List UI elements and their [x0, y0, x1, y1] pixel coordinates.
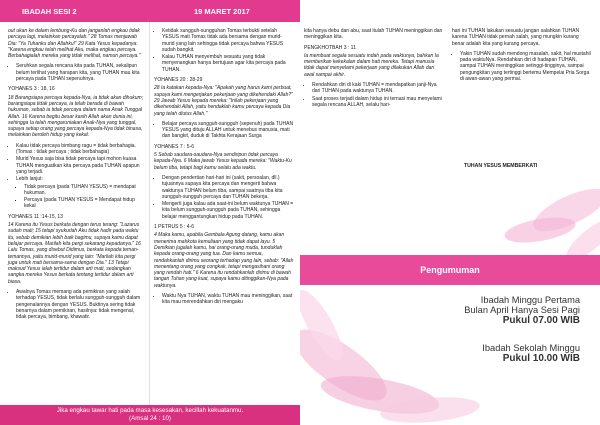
- point-item: • Seruhkan segala rencana kita pada TUHAN, sekalipun belum terlihat yang harapan kita, yang TUHAN mau kita percaya pada TUHAN sepenuhnya.: [16, 63, 146, 82]
- scripture-text: 14 Karena itu Yesus berkata dengan terus terang: "Lazarus sudah mati; 15 tetapi syukurlah Aku tidak hadir pada waktu itu, sebab demikian lebih baik bagimu, supaya kamu dapat belajar percaya. Marilah kita pergi sekarang kepadanya." 16 Lalu Tomas, yang disebut Didimus, berkata kepada teman-temannya, yaitu murid-murid yang lain: "Marilah kita pergi juga untuk mati bersama-sama dengan Dia." 13 Tetapi maksud Yesus ialah tertidur dalam arti mati, sedangkan sangka mereka Yesus berkata tentang tertidur dalam arti biasa.: [8, 222, 141, 285]
- announcement-line: Ibadah Minggu Pertama: [480, 295, 580, 305]
- column-divider: [149, 22, 150, 405]
- announcement-time: Pukul 10.00 WIB: [502, 353, 580, 364]
- point-item: • Awalnya Tomas memang ada pemikiran yang salah terhadap YESUS, tidak berlalu sungguh-sungguh dalam pengenalannya dengan YESUS. Buktinya sering tidak benarnya dalam pemikiran, hasilnya: tidak mengenal, tidak percaya, bimbang, khawatir.: [16, 289, 146, 320]
- text-column-3: [304, 28, 444, 112]
- service-date: 19 MARET 2017: [194, 7, 250, 16]
- scripture-text: Ia membuat segala sesuatu indah pada waktunya, bahkan Ia memberikan kekekalan dalam hati mereka. Tetapi manusia tidak dapat menyelami pekerjaan yang dilakukan Allah dari awal sampai akhir.: [304, 52, 439, 78]
- text-column-1: [8, 28, 146, 324]
- point-item: • Yakin TUHAN sudah mendong masalah, sakit, hal mustahil pada waktuNya. Rendahkan diri di hadapan TUHAN, sampai TUHAN meninggikan setinggi-tingginya, sampai pengungkitan yang tertinggi bertemu Mempelai Pria Sorga di awan-awan yang permai.: [460, 51, 592, 82]
- scripture-text: 5 Sebab saudara-saudara-Nya sendiripun tidak percaya kepada-Nya. 6 Maka jawab Yesus kepada mereka: "Waktu-Ku belum tiba, tetapi bagi kamu selalu ada waktu.: [154, 152, 292, 171]
- point-item: • Murid Yesus saja bisa tidak percaya tapi mohon kuasa TUHAN menguatkan kita percaya pada TUHAN apapun yang terjadi.: [16, 156, 146, 175]
- scripture-heading: 1 PETRUS 5 : 4-6: [154, 224, 195, 231]
- text-column-2: [154, 28, 294, 310]
- scripture-heading: YOHANES 7 : 5-6: [154, 143, 195, 150]
- footer-verse: [0, 405, 300, 425]
- point-item: • Mengerti juga kalau ada saat-ini belum waktunya TUHAN = kita belum sungguh-sungguh pada TUHAN, sehingga belajar menggantungkan hidup pada TUHAN.: [162, 201, 294, 220]
- bulletin-header: [0, 0, 300, 22]
- point-item: • Ketidak sungguh-sungguhan Tomas terbukti setelah YESUS mati Tomas tidak ada bersama dengan murid-murid yang lain sehingga tidak percaya bahwa YESUS sudah bangkit.: [162, 28, 294, 53]
- announcement-title: Pengumuman: [420, 265, 480, 275]
- announcement-item-2: [430, 343, 580, 364]
- point-item: • Kalau TUHAN menyembuh sesuatu yang tidak menyenangkan hanya bertujuan agar kita percaya pada TUHAN.: [162, 54, 294, 73]
- point-item: • Saat proses terjadi dalam hidup ini ternasi mau menyelami segala rencana ALLAH, selalu hari-: [312, 96, 444, 109]
- service-session: IBADAH SESI 2: [22, 7, 77, 16]
- scripture-heading: YOHANES 20 : 28-29: [154, 77, 203, 84]
- point-item: • Waktu Nya TUHAN, waktu TUHAN mau meninggikan, saat kita mau merendahkan diri mengaku: [162, 293, 294, 306]
- announcement-item-1: [430, 295, 580, 326]
- scripture-heading: PENGKHOTBAH 3 : 11: [304, 44, 356, 51]
- announcement-line: Bulan April Hanya Sesi Pagi: [464, 305, 580, 315]
- footer-verse-reference: (Amsal 24 : 10): [129, 414, 171, 422]
- text-column-4: [452, 28, 592, 86]
- scripture-text: 28 Ia katakan kepada-Nya: "Apakah yang harus kami perbuat, supaya kami mengerjakan pekerjaan yang dikehendaki Allah?" 29 Jawab Yesus kepada mereka: "Inilah pekerjaan yang dikehendaki Allah, yaitu hendaklah kamu percaya kepada Dia yang telah diutus Allah.": [154, 85, 293, 117]
- sub-point-item: ▪ Percaya (pada TUHAN YESUS = Mendapat hidup kekal: [24, 197, 146, 210]
- point-item: • Kalau tidak percaya bimbang ragu = tidak berbahagia. (Tomas : tidak percaya ; tidak berbahagia): [16, 143, 146, 156]
- point-item: • Belajar percaya sungguh-sungguh (sepenuh) pada TUHAN YESUS yang dituju ALLAH untuk menebus manusia, mati dan bangkit, duduk di Takhta Kerajaan Surga: [162, 121, 294, 140]
- scripture-text: 4 Maka kamu, apabila Gembala Agung datang, kamu akan menerima mahkota kemuliaan yang tidak dapat layu. 5 Demikian jugalah kamu, hai orang-orang muda, tunduklah kepada orang-orang yang tua. Dan kamu semua, rendahkanlah dirimu seorang terhadap yang lain, sebab: "Allah menentang orang yang congkak, tetapi mengasihani orang yang rendah hati." 6 Karena itu rendahkanlah dirimu di bawah tangan Tuhan yang kuat, supaya kamu ditinggikan-Nya pada waktunya.: [154, 232, 294, 289]
- closing-blessing: TUHAN YESUS MEMBERKATI: [464, 163, 538, 169]
- scripture-text: out ukan ke dalam lembung-Ku dan janganlah engkau tidak percaya lagi, melainkan percayalah." 28 Tomas menjawab Dia: "Ya Tuhanku dan Allahku!" 29 Kata Yesus kepadanya: "Karena engkau telah melihat Aku, maka engkau percaya. Berbahagialah mereka yang tidak melihat, namun percaya.": [8, 28, 141, 60]
- point-item: • Lebih lanjut: ▪ Tidak percaya (pada TUHAN YESUS) = mendapat hukuman. ▪ Percaya (pada TUHAN YESUS = Mendapat hidup kekal: [16, 176, 146, 209]
- footer-verse-text: Jika engkau tawar hati pada masa kesesakan, kecillah kekuatanmu.: [56, 407, 244, 414]
- flower-decoration-top: [300, 170, 600, 260]
- announcement-time: Pukul 07.00 WIB: [502, 315, 580, 326]
- point-item: • Dengan pendertian hari-hari ini (sakit, persoalan, dll.) tujuannya supaya kita percaya dan mengerti bahwa waktunya TUHAN belum tiba, sampai saatnya tiba kita sungguh-sungguh percaya dan TUHAN bekerja.: [162, 175, 294, 200]
- announcement-line: Ibadah Sekolah Minggu: [482, 343, 580, 353]
- point-item: • Rendahkan diri di kaki TUHAN = mendapatkan janji-Nya dari TUHAN pada waktunya TUHAN.: [312, 82, 444, 95]
- scripture-heading: YOHANES 11 :14-15, 13: [8, 213, 63, 220]
- scripture-heading: YOHANES 3 : 18, 16: [8, 86, 55, 93]
- body-text: kita hanya debu dan abu, saat itulah TUHAN meninggikan dan meninggikan kita.: [304, 28, 443, 41]
- announcement-banner: [300, 255, 600, 285]
- scripture-text: 18 Barangsiapa percaya kepada-Nya, ia tidak akan dihukum; barangsiapa tidak percaya, ia telah berada di bawah hukuman, sebab ia tidak percaya dalam nama Anak Tunggal Allah. 16 Karena begitu besar kasih Allah akan dunia ini, sehingga Ia telah mengaruniakan Anak-Nya yang tunggal, supaya setiap orang yang percaya kepada-Nya tidak binasa, melainkan beroleh hidup yang kekal.: [8, 94, 144, 139]
- sub-point-item: ▪ Tidak percaya (pada TUHAN YESUS) = mendapat hukuman.: [24, 184, 146, 197]
- body-text: hari ini TUHAN lakukan sesuatu jangan salahkan TUHAN karena TUHAN tidak pernah salah, yang mungkin kurang benar adalah kita yang kurang percaya.: [452, 28, 580, 47]
